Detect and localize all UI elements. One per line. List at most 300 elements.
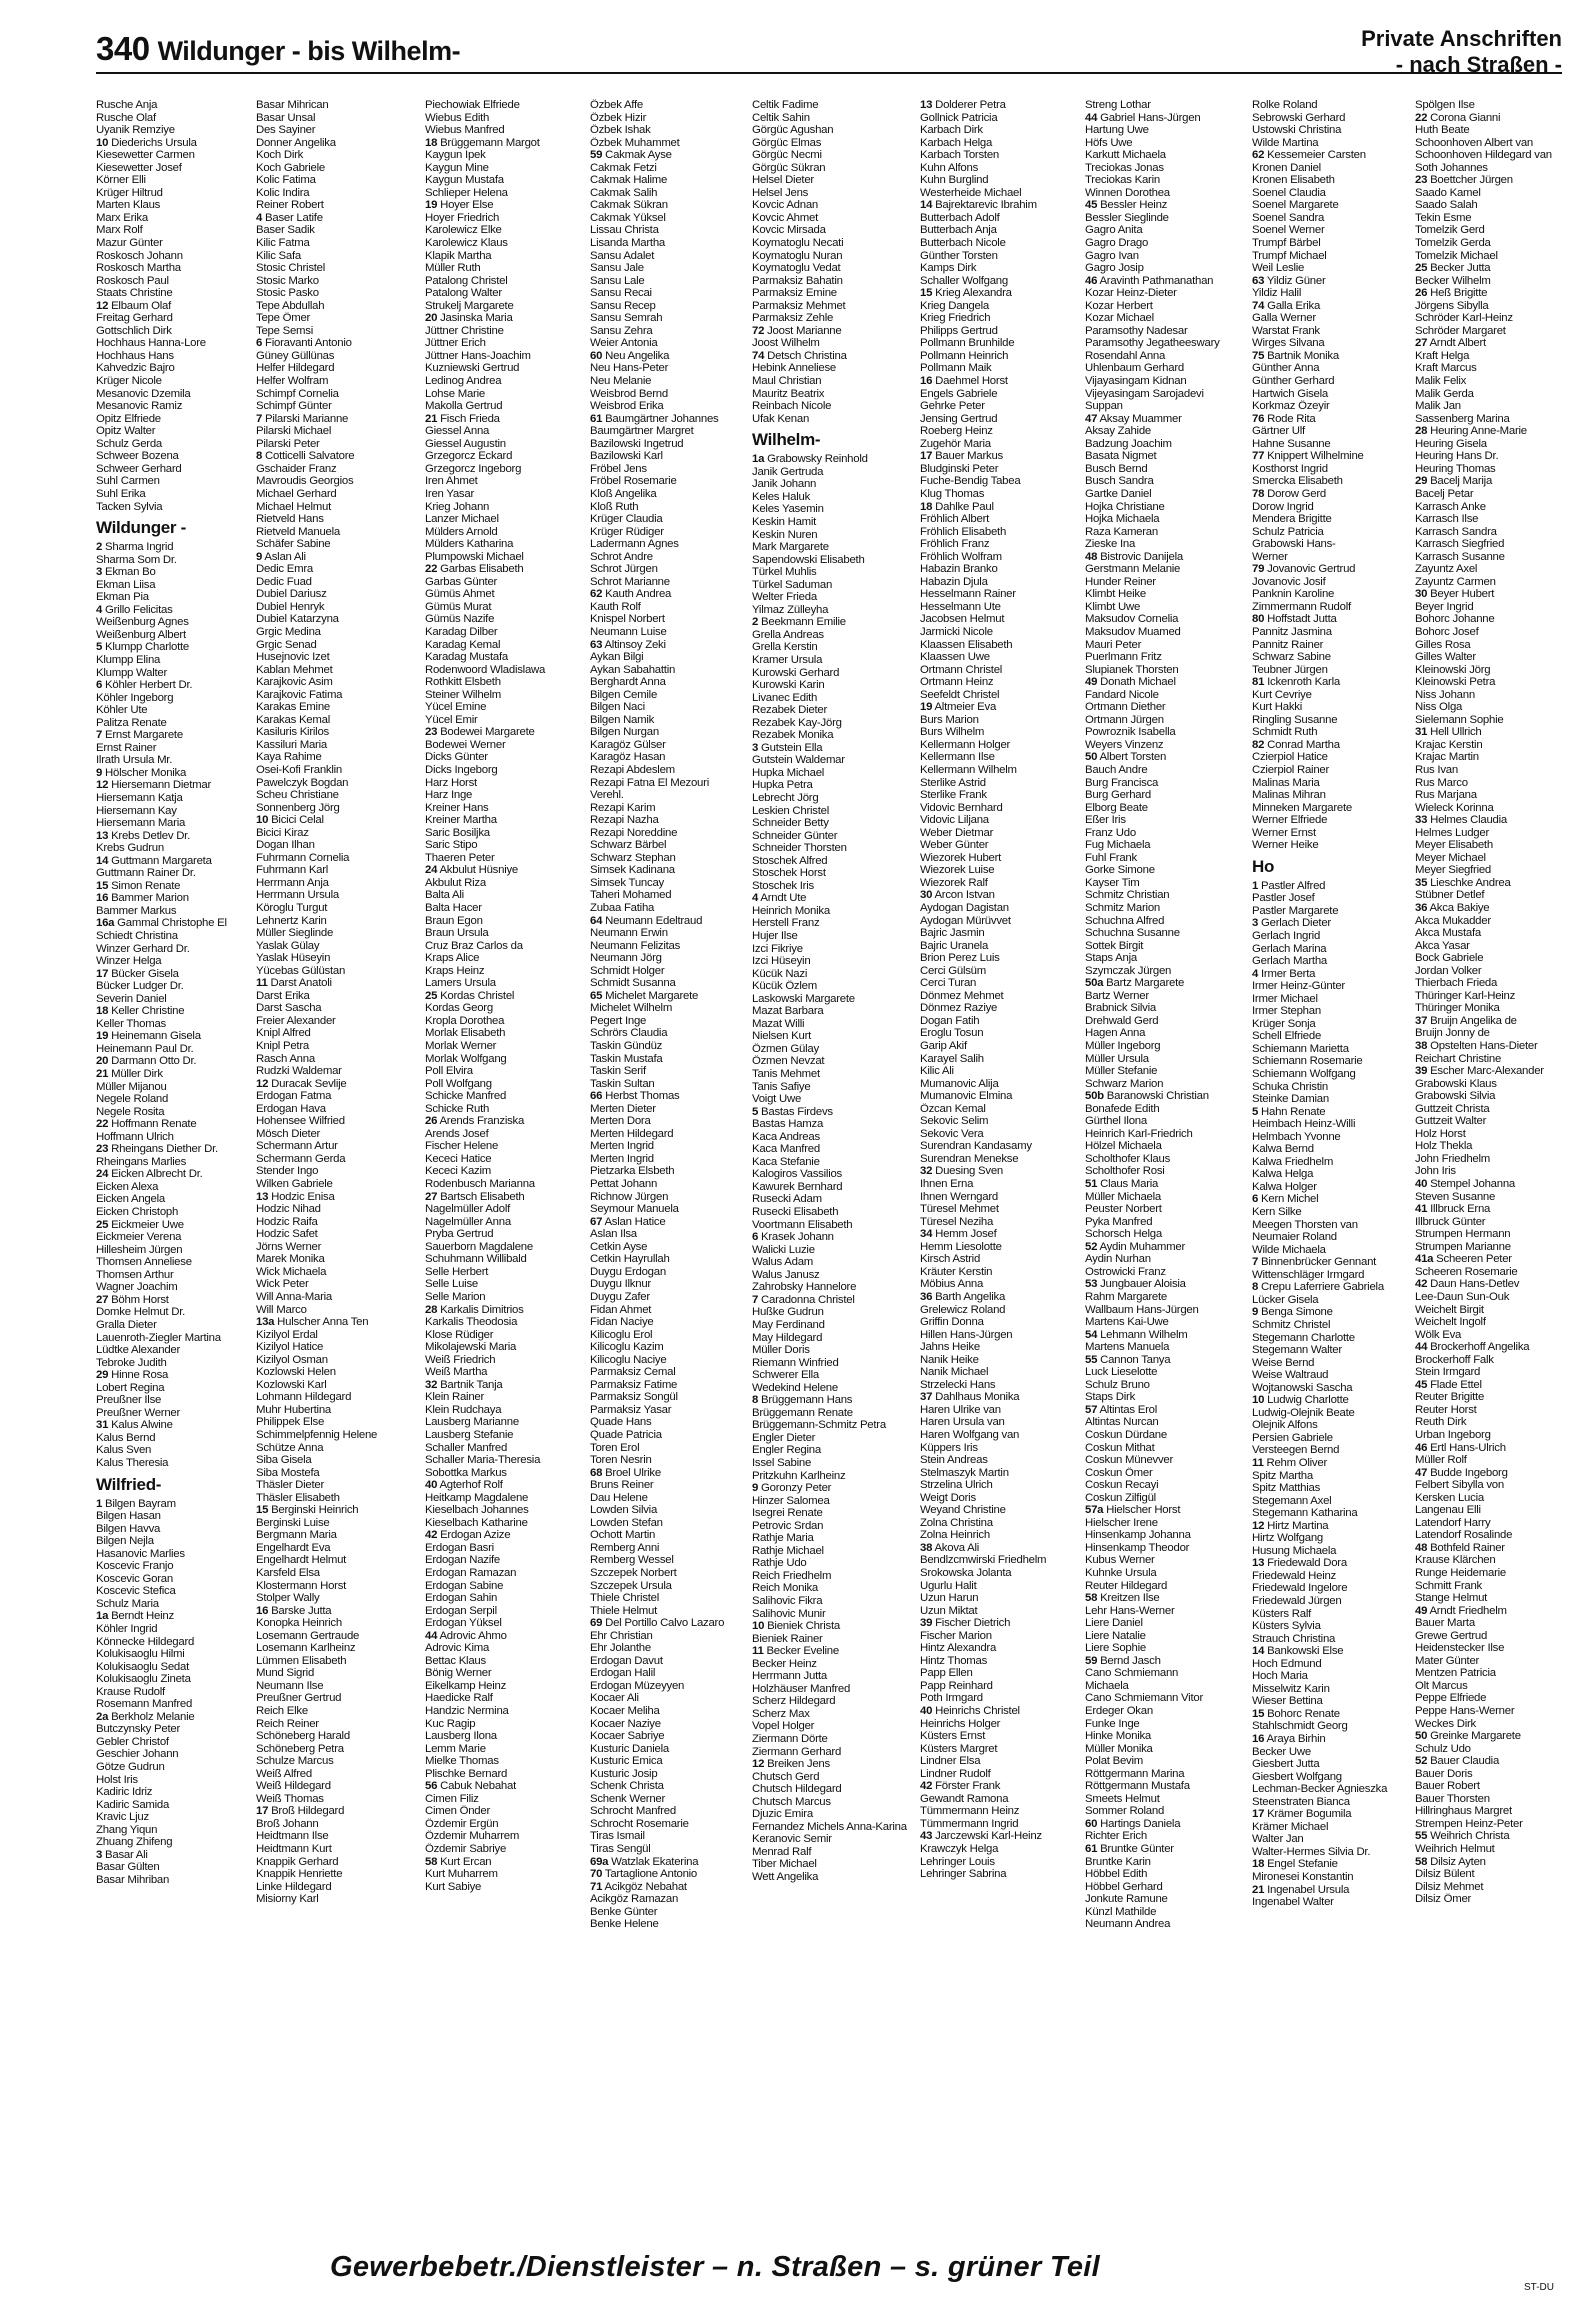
directory-entry: Soenel Sandra [1252,211,1325,224]
directory-entry: Ladermann Agnes [590,538,679,551]
directory-entry: Weiß Hildegard [256,1780,331,1793]
house-number: 16a [96,917,115,930]
directory-entry [1252,300,1410,313]
directory-entry: Gartke Daniel [1085,487,1152,500]
directory-entry: Reich Monika [752,1582,819,1595]
directory-entry [1415,902,1580,915]
directory-entry: Arends Josef [425,1127,489,1140]
directory-entry: Fandard Nicole [1085,688,1159,701]
directory-entry: Strzelina Ulrich [920,1479,993,1492]
house-number: 4 [752,892,759,905]
directory-entry: Benke Helene [590,1918,659,1931]
directory-entry: Bruns Reiner [590,1479,654,1492]
directory-entry: Kocaer Ali [590,1692,639,1705]
directory-entry: Smeets Helmut [1085,1792,1160,1805]
directory-entry [96,300,254,313]
directory-entry: Klostermann Horst [256,1579,347,1592]
directory-entry: Taskin Serif [590,1065,646,1078]
directory-entry: Kozar Heinz-Dieter [1085,287,1177,300]
directory-entry: Sansu Semrah [590,312,663,325]
directory-entry: Schmidt Susanna [590,977,676,990]
directory-entry: Mironesei Konstantin [1252,1871,1354,1884]
directory-entry: Wiezorek Hubert [920,851,1002,864]
directory-entry: Wilde Martina [1252,136,1319,149]
directory-entry: Neu Melanie [590,375,652,388]
directory-entry: Stegemann Axel [1252,1494,1332,1507]
house-number: 57a [1085,1504,1104,1517]
directory-entry: Vijeyasingam Sarojadevi [1085,387,1204,400]
directory-entry: Schulz Bruno [1085,1378,1150,1391]
directory-entry: Knipl Petra [256,1040,309,1053]
directory-entry [752,892,910,905]
resident-name: Arndt Friedhelm [1427,1604,1507,1617]
directory-entry: Knappik Henriette [256,1868,343,1881]
directory-entry: Özbek Affe [590,99,644,111]
house-number: 13 [96,829,109,842]
directory-entry: Freier Alexander [256,1014,336,1027]
directory-entry: Kozlowski Helen [256,1366,336,1379]
house-number: 42 [1415,1278,1428,1291]
house-number: 10 [752,1620,765,1633]
house-number: 1a [96,1610,109,1623]
directory-entry: Herrmann Jutta [752,1670,827,1683]
resident-name: Yildiz Güner [1264,274,1326,287]
directory-entry: Salihovic Fikra [752,1594,823,1607]
house-number: 50 [1085,751,1098,764]
directory-entry: Wett Angelika [752,1871,819,1884]
directory-entry: Hohensee Wilfried [256,1115,345,1128]
resident-name: Ickenroth Karla [1264,676,1340,689]
resident-name: Rode Rita [1264,412,1316,425]
directory-entry: Karrasch Siegfried [1415,538,1505,551]
directory-entry: Keskin Hamit [752,515,817,528]
house-number: 14 [920,199,933,212]
directory-entry: Sassenberg Marina [1415,412,1510,425]
directory-entry [590,1881,748,1894]
house-number: 3 [752,741,759,754]
directory-entry: Martens Kai-Uwe [1085,1316,1169,1329]
directory-entry: Minneken Margarete [1252,801,1352,814]
resident-name: Kern Michel [1258,1193,1319,1206]
directory-entry: Schaller Maria-Theresia [425,1454,541,1467]
directory-entry: Hesselmann Ute [920,600,1001,613]
directory-entry: Fuhrmann Cornelia [256,851,350,864]
directory-entry: Dicks Ingeborg [425,763,498,776]
house-number: 7 [256,412,263,425]
directory-entry: Schröder Margaret [1415,324,1506,337]
directory-entry: Paramsothy Jegatheeswary [1085,337,1220,350]
house-number: 65 [590,989,603,1002]
house-number: 19 [96,1030,109,1043]
directory-entry: Czierpiol Hatice [1252,751,1328,764]
resident-name: Bammer Marion [108,892,189,905]
directory-entry: Karolewicz Klaus [425,237,508,250]
directory-entry: Karbach Torsten [920,149,999,162]
directory-entry: Issel Sabine [752,1456,812,1469]
directory-entry: Busch Bernd [1085,462,1148,475]
directory-entry [752,350,910,363]
directory-entry: Weihrich Helmut [1415,1843,1495,1856]
directory-column-6 [920,99,1078,1881]
directory-column-3 [425,99,583,1893]
directory-entry: Celtik Sahin [752,111,810,124]
directory-entry: Gebler Christof [96,1735,169,1748]
directory-entry: Fuhl Frank [1085,851,1137,864]
directory-entry: Vidovic Bernhard [920,801,1003,814]
directory-entry: Heuring Hans Dr. [1415,450,1499,463]
directory-entry: Engelhardt Helmut [256,1554,347,1567]
directory-entry: Özdemir Sabriye [425,1843,507,1856]
directory-entry: Lohmann Hildegard [256,1391,352,1404]
directory-entry: Türkel Muhlis [752,566,817,579]
directory-entry: Kiesewetter Josef [96,161,182,174]
directory-entry: Peppe Hans-Werner [1415,1705,1515,1717]
directory-entry [920,1705,1078,1718]
directory-entry: Günther Gerhard [1252,375,1335,388]
directory-entry [920,287,1078,300]
directory-entry: Heidenstecker Ilse [1415,1642,1505,1655]
directory-entry: Kayser Tim [1085,876,1140,889]
directory-entry: Höbbel Edith [1085,1868,1148,1881]
directory-entry: Kraft Marcus [1415,362,1477,375]
directory-entry: Tümmermann Heinz [920,1805,1020,1818]
directory-entry: Görgüc Sükran [752,161,826,174]
directory-entry: Sebrowski Gerhard [1252,111,1346,124]
directory-entry [96,779,254,792]
directory-entry: Philipps Gertrud [920,324,998,337]
resident-name: Fioravanti Antonio [262,337,352,350]
directory-entry: Schulze Marcus [256,1755,334,1768]
directory-entry [96,1369,254,1382]
directory-entry: Taskin Sultan [590,1077,655,1090]
directory-entry: Scheu Christiane [256,789,339,802]
directory-entry: Richter Erich [1085,1830,1147,1843]
house-number: 59 [1085,1654,1098,1667]
directory-entry: Giessel Augustin [425,437,506,450]
house-number: 29 [1415,475,1428,488]
house-number: 24 [96,1168,109,1181]
directory-entry: Rezapi Abdeslem [590,763,675,776]
directory-entry [1252,563,1410,576]
directory-entry [752,1231,910,1244]
directory-entry: Kilicoglu Kazim [590,1341,664,1354]
house-number: 6 [96,679,103,692]
directory-entry: Ortmann Jürgen [1085,713,1164,726]
directory-entry: Thiele Helmut [590,1604,658,1617]
directory-entry: Schulz Maria [96,1597,159,1610]
directory-entry: Jüttner Erich [425,337,486,350]
directory-entry: Nagelmüller Anna [425,1215,511,1228]
directory-entry [96,1005,254,1018]
resident-name: Hartings Daniela [1097,1817,1181,1830]
directory-entry: Tümmermann Ingrid [920,1817,1019,1830]
directory-entry: Thomsen Arthur [96,1268,174,1281]
directory-entry: Des Sayiner [256,124,316,137]
directory-entry: Rheingans Marlies [96,1155,187,1168]
directory-entry: Bücker Ludger Dr. [96,980,184,993]
directory-entry: Piechowiak Elfriede [425,99,520,111]
directory-entry: Olt Marcus [1415,1679,1468,1692]
directory-entry: Wittenschläger Irmgard [1252,1268,1365,1281]
directory-entry: Taskin Mustafa [590,1052,663,1065]
directory-entry: Lümmen Elisabeth [256,1654,347,1667]
directory-entry: Rathje Maria [752,1532,814,1545]
directory-entry: Chutsch Hildegard [752,1783,842,1796]
resident-name: Barth Angelika [932,1290,1006,1303]
directory-entry: Weber Günter [920,839,989,852]
directory-entry: Kadiric Samida [96,1798,170,1811]
directory-entry: Herstell Franz [752,917,820,930]
directory-entry: Walter-Hermes Silvia Dr. [1252,1845,1371,1858]
directory-entry: Schäfer Sabine [256,538,331,551]
resident-name: Berkholz Melanie [108,1710,195,1723]
directory-entry: Vijayasingam Kidnan [1085,375,1187,388]
directory-entry: Becker Wilhelm [1415,274,1491,287]
directory-entry: Wirges Silvana [1252,337,1325,350]
directory-entry: Ufak Kenan [752,412,810,425]
directory-entry [1252,1520,1410,1533]
directory-entry: Bauer Thorsten [1415,1792,1490,1805]
directory-entry: Izci Hüseyin [752,955,811,968]
house-number: 17 [1252,1808,1265,1821]
directory-entry: Tanis Mehmet [752,1068,820,1081]
directory-entry: Hoffmann Ulrich [96,1130,174,1143]
resident-name: Detsch Christina [764,349,847,362]
house-number: 22 [96,1118,109,1131]
directory-entry: Streng Lothar [1085,99,1151,111]
directory-entry: Heidtmann Kurt [256,1843,332,1856]
directory-entry: Irmer Stephan [1252,1005,1321,1018]
resident-name: Dilsiz Ayten [1427,1855,1486,1868]
directory-entry [256,1805,414,1818]
directory-entry: May Hildegard [752,1331,823,1344]
directory-entry: Dilsiz Mehmet [1415,1880,1484,1893]
directory-entry: Eroglu Tosun [920,1027,984,1040]
resident-name: Krebs Detlev Dr. [108,829,191,842]
directory-entry: Küsters Ralf [1252,1607,1312,1620]
house-number: 2a [96,1710,109,1723]
directory-entry: Hiersemann Maria [96,817,186,830]
directory-entry: Peuster Norbert [1085,1203,1162,1216]
directory-entry [1415,1755,1580,1768]
directory-entry: Karadag Mustafa [425,651,508,664]
directory-entry: Kropla Dorothea [425,1014,505,1027]
resident-name: Krämer Bogumila [1264,1808,1352,1821]
directory-entry: Grella Kerstin [752,641,818,654]
directory-entry: Mund Sigrid [256,1667,315,1680]
house-number: 20 [425,312,438,325]
house-number: 1a [752,453,765,466]
directory-entry: Becker Heinz [752,1657,817,1670]
directory-entry: Tiras Ismail [590,1830,645,1843]
directory-entry: Erdogan Ramazan [425,1566,517,1579]
directory-entry: Berghardt Anna [590,676,666,689]
directory-entry: Reich Reiner [256,1717,319,1730]
directory-entry: Hillen Hans-Jürgen [920,1328,1013,1341]
house-number: 8 [752,1394,759,1407]
house-number: 63 [590,638,603,651]
resident-name: Erdogan Azize [437,1529,511,1542]
directory-entry: Jovanovic Josif [1252,575,1326,588]
directory-entry: Schulz Gerda [96,437,163,450]
directory-entry: Mielke Thomas [425,1755,499,1768]
directory-entry: Lücker Gisela [1252,1293,1319,1306]
directory-entry: Wagner Joachim [96,1281,178,1294]
resident-name: Krasek Johann [758,1231,834,1244]
resident-name: Broß Hildegard [268,1805,345,1818]
directory-entry: Weiß Martha [425,1366,488,1379]
directory-entry: Schrot Jürgen [590,563,658,576]
house-number: 25 [1415,262,1428,275]
resident-name: Del Portillo Calvo Lazaro [602,1617,725,1630]
directory-entry: Werner Heike [1252,839,1319,852]
resident-name: Hulscher Anna Ten [274,1316,369,1329]
resident-name: Akbulut Hüsniye [437,864,519,877]
directory-entry: Uzun Miktat [920,1604,978,1617]
directory-entry: Bohorc Josef [1415,625,1479,638]
resident-name: Flade Ettel [1427,1378,1482,1391]
directory-entry: Stegemann Charlotte [1252,1331,1355,1344]
directory-entry: Gümüs Nazife [425,613,495,626]
directory-entry: Rezabek Kay-Jörg [752,716,842,729]
directory-entry: Lebrecht Jörg [752,791,819,804]
directory-entry: Kaygun Mine [425,161,489,174]
directory-entry: Kosthorst Ingrid [1252,462,1328,475]
resident-name: Gerlach Dieter [1258,917,1331,930]
directory-entry: Karbach Helga [920,136,993,149]
directory-entry: Bajric Uranela [920,939,989,952]
directory-entry: Mauritz Beatrix [752,387,825,400]
directory-entry: Becker Uwe [1252,1745,1311,1758]
directory-entry: Kovcic Ahmet [752,211,819,224]
directory-entry: Holzhäuser Manfred [752,1682,851,1695]
directory-entry [96,767,254,780]
directory-entry: Krüger Sonja [1252,1017,1316,1030]
directory-entry: Parmaksiz Emine [752,287,837,300]
directory-entry [1252,1306,1410,1319]
resident-name: Acikgöz Nebahat [602,1880,687,1893]
directory-entry: Domke Helmut Dr. [96,1306,186,1319]
directory-entry: Surendran Kandasamy [920,1140,1032,1153]
resident-name: Duesing Sven [932,1165,1004,1178]
resident-name: Bohorc Renate [1264,1707,1340,1720]
house-number: 70 [590,1868,603,1881]
directory-entry: Vopel Holger [752,1720,815,1733]
directory-entry: Stein Irmgard [1415,1366,1481,1379]
directory-entry: Gümüs Ahmet [425,588,495,601]
directory-entry: Thüringer Monika [1415,1002,1500,1015]
resident-name: Ernst Margarete [102,729,183,742]
directory-entry: Erdogan Halil [590,1667,656,1680]
directory-entry: Sansu Recai [590,287,652,300]
directory-entry: Helfer Hildegard [256,362,335,375]
directory-entry: Zhang Yiqun [96,1823,158,1836]
directory-entry: Kalwa Bernd [1252,1143,1314,1156]
directory-entry: Schoonhoven Albert van [1415,136,1533,149]
directory-entry: Rodenbusch Marianna [425,1178,535,1191]
resident-name: Altinsoy Zeki [602,638,666,651]
directory-entry [96,566,254,579]
house-number: 14 [96,854,109,867]
directory-entry [1252,1557,1410,1570]
directory-entry: Kraps Alice [425,952,480,965]
directory-entry: Schütze Anna [256,1441,324,1454]
directory-entry: Giessel Anna [425,425,490,438]
directory-entry [1415,262,1580,275]
directory-entry: Günther Torsten [920,249,998,262]
directory-entry: Krebs Gudrun [96,842,164,855]
directory-entry: Ledinog Andrea [425,375,502,388]
directory-entry: Koscevic Stefica [96,1585,176,1598]
directory-entry: Patalong Christel [425,274,508,287]
directory-entry: Sansu Lale [590,274,645,287]
directory-entry: Görgüc Agushan [752,124,834,137]
directory-entry: Soenel Margarete [1252,199,1339,212]
directory-entry: Kuc Ragip [425,1717,476,1730]
directory-entry: Gollnick Patricia [920,111,998,124]
directory-entry: Thiele Christel [590,1592,660,1605]
directory-entry: Weier Antonia [590,337,658,350]
directory-entry: Gerlach Ingrid [1252,930,1321,942]
directory-entry [425,1529,583,1542]
directory-entry: Kamps Dirk [920,262,977,275]
directory-entry [1252,676,1410,689]
directory-entry: Staats Christine [96,287,173,300]
directory-entry: Hujer Ilse [752,930,798,942]
directory-entry: Wiezorek Luise [920,864,995,877]
directory-entry: Basar Mihrican [256,99,329,111]
directory-entry [590,413,748,426]
directory-entry: Kalus Bernd [96,1431,156,1444]
resident-name: Rehm Oliver [1263,1456,1328,1469]
resident-name: Berndt Heinz [108,1610,174,1623]
directory-entry [1415,1730,1580,1743]
street-heading: Wilfried- [96,1474,162,1494]
house-number: 20 [96,1055,109,1068]
directory-entry: Coskun Dürdane [1085,1428,1167,1441]
resident-name: Cabuk Nebahat [437,1780,516,1793]
house-number: 12 [256,1077,269,1090]
house-number: 58 [1415,1855,1428,1868]
directory-entry: Bendlzcmwirski Friedhelm [920,1554,1047,1567]
directory-entry: Erdogan Davut [590,1654,663,1667]
house-number: 61 [590,412,603,425]
directory-entry [1085,275,1243,288]
directory-entry: Yilmaz Zülleyha [752,603,829,616]
directory-entry: Menrad Ralf [752,1845,812,1858]
directory-entry: Hintz Alexandra [920,1642,997,1655]
house-number: 15 [920,287,933,300]
directory-entry: Aykan Bilgi [590,651,644,664]
directory-entry: Mülders Katharina [425,538,514,551]
directory-entry: Mater Günter [1415,1654,1480,1667]
house-number: 1 [1252,879,1259,892]
directory-entry: Braun Egon [425,914,483,927]
directory-entry: Stelmaszyk Martin [920,1466,1009,1479]
directory-entry: Kolic Fatima [256,174,316,187]
directory-entry: Grzegorcz Ingeborg [425,462,522,475]
directory-entry: Ekman Liisa [96,578,156,591]
directory-entry [96,1030,254,1043]
directory-entry: Reuth Dirk [1415,1416,1467,1429]
resident-name: Neumann Edeltraud [602,914,703,927]
directory-entry: Karadag Kemal [425,638,501,651]
directory-entry: Dilsiz Ömer [1415,1893,1472,1906]
directory-entry: Kizilyol Osman [256,1353,328,1366]
house-number: 5 [752,1105,759,1118]
directory-entry: Soth Johannes [1415,161,1488,174]
house-number: 58 [1085,1592,1098,1605]
